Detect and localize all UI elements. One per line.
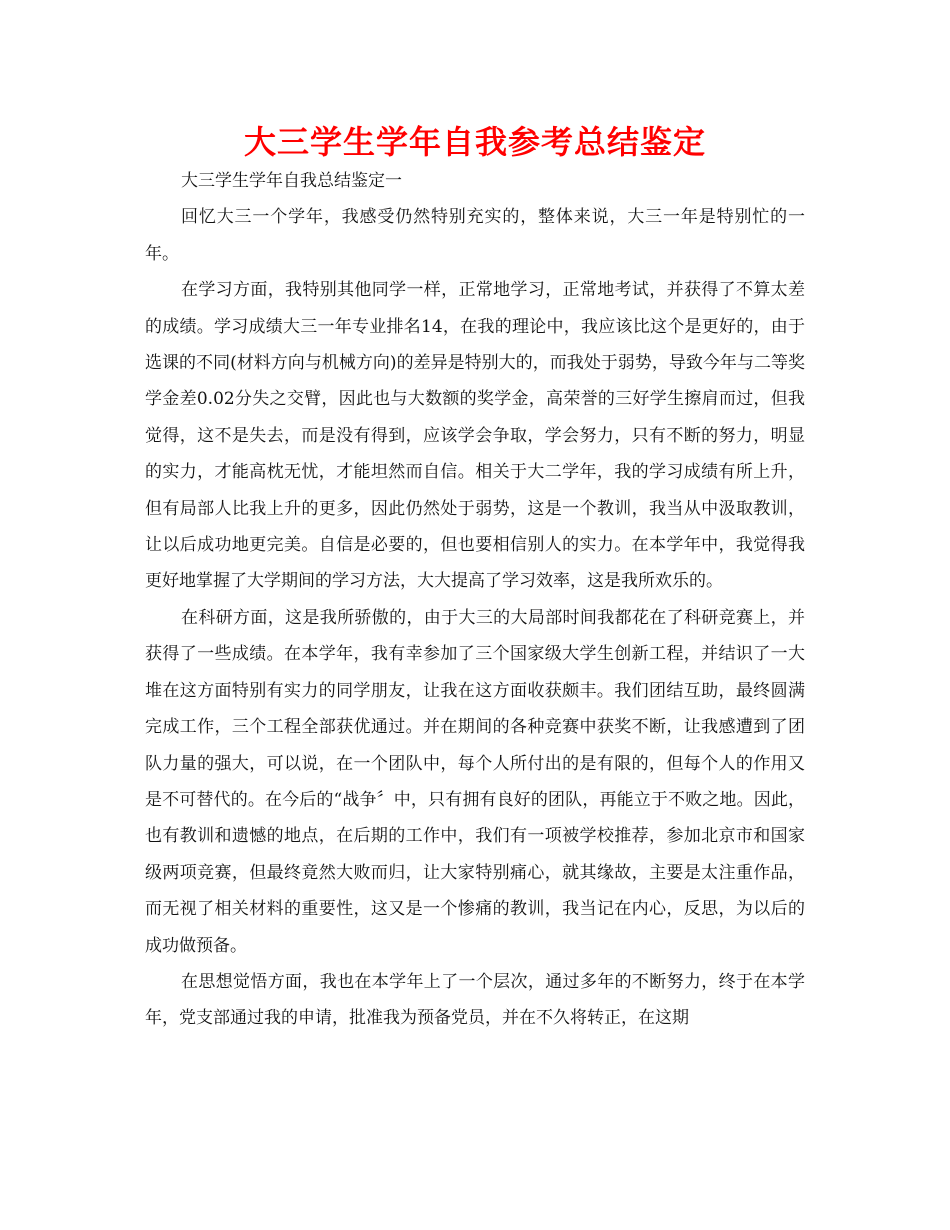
- paragraph-intro: 回忆大三一个学年，我感受仍然特别充实的，整体来说，大三一年是特别忙的一年。: [145, 207, 805, 264]
- paragraph-ideology: 在思想觉悟方面，我也在本学年上了一个层次，通过多年的不断努力，终于在本学年，党支部通过我的申请，批准我为预备党员，并在不久将转正，在这期: [145, 971, 805, 1029]
- document-title: 大三学生学年自我参考总结鉴定: [243, 123, 706, 161]
- document-body: [145, 163, 805, 1037]
- section-heading: 大三学生学年自我总结鉴定一: [181, 171, 402, 191]
- paragraph-research: 在科研方面，这是我所骄傲的，由于大三的大局部时间我都花在了科研竞赛上，并获得了一些成绩。在本学年，我有幸参加了三个国家级大学生创新工程，并结识了一大堆在这方面特别有实力的同学朋友，让我在这方面收获颇丰。我们团结互助，最终圆满完成工作，三个工程全部获优通过。并在期间的各种竞赛中获奖不断，让我感遭到了团队力量的强大，可以说，在一个团队中，每个人所付出的是有限的，但每个人的作用又是不可替代的。在今后的“战争〞中，只有拥有良好的团队，再能立于不败之地。因此，也有教训和遗憾的地点，在后期的工作中，我们有一项被学校推荐，参加北京市和国家级两项竞赛，但最终竟然大败而归，让大家特别痛心，就其缘故，主要是太注重作品，而无视了相关材料的重要性，这又是一个惨痛的教训，我当记在内心，反思，为以后的成功做预备。: [145, 607, 805, 956]
- paragraph-study: 在学习方面，我特别其他同学一样，正常地学习，正常地考试，并获得了不算太差的成绩。学习成绩大三一年专业排名14，在我的理论中，我应该比这个是更好的，由于选课的不同(材料方向与机械方向)的差异是特别大的，而我处于弱势，导致今年与二等奖学金差0.02分失之交臂，因此也与大数额的奖学金，高荣誉的三好学生擦肩而过，但我觉得，这不是失去，而是没有得到，应该学会争取，学会努力，只有不断的努力，明显的实力，才能高枕无忧，才能坦然而自信。相关于大二学年，我的学习成绩有所上升，但有局部人比我上升的更多，因此仍然处于弱势，这是一个教训，我当从中汲取教训，让以后成功地更完美。自信是必要的，但也要相信别人的实力。在本学年中，我觉得我更好地掌握了大学期间的学习方法，大大提高了学习效率，这是我所欢乐的。: [145, 280, 805, 592]
